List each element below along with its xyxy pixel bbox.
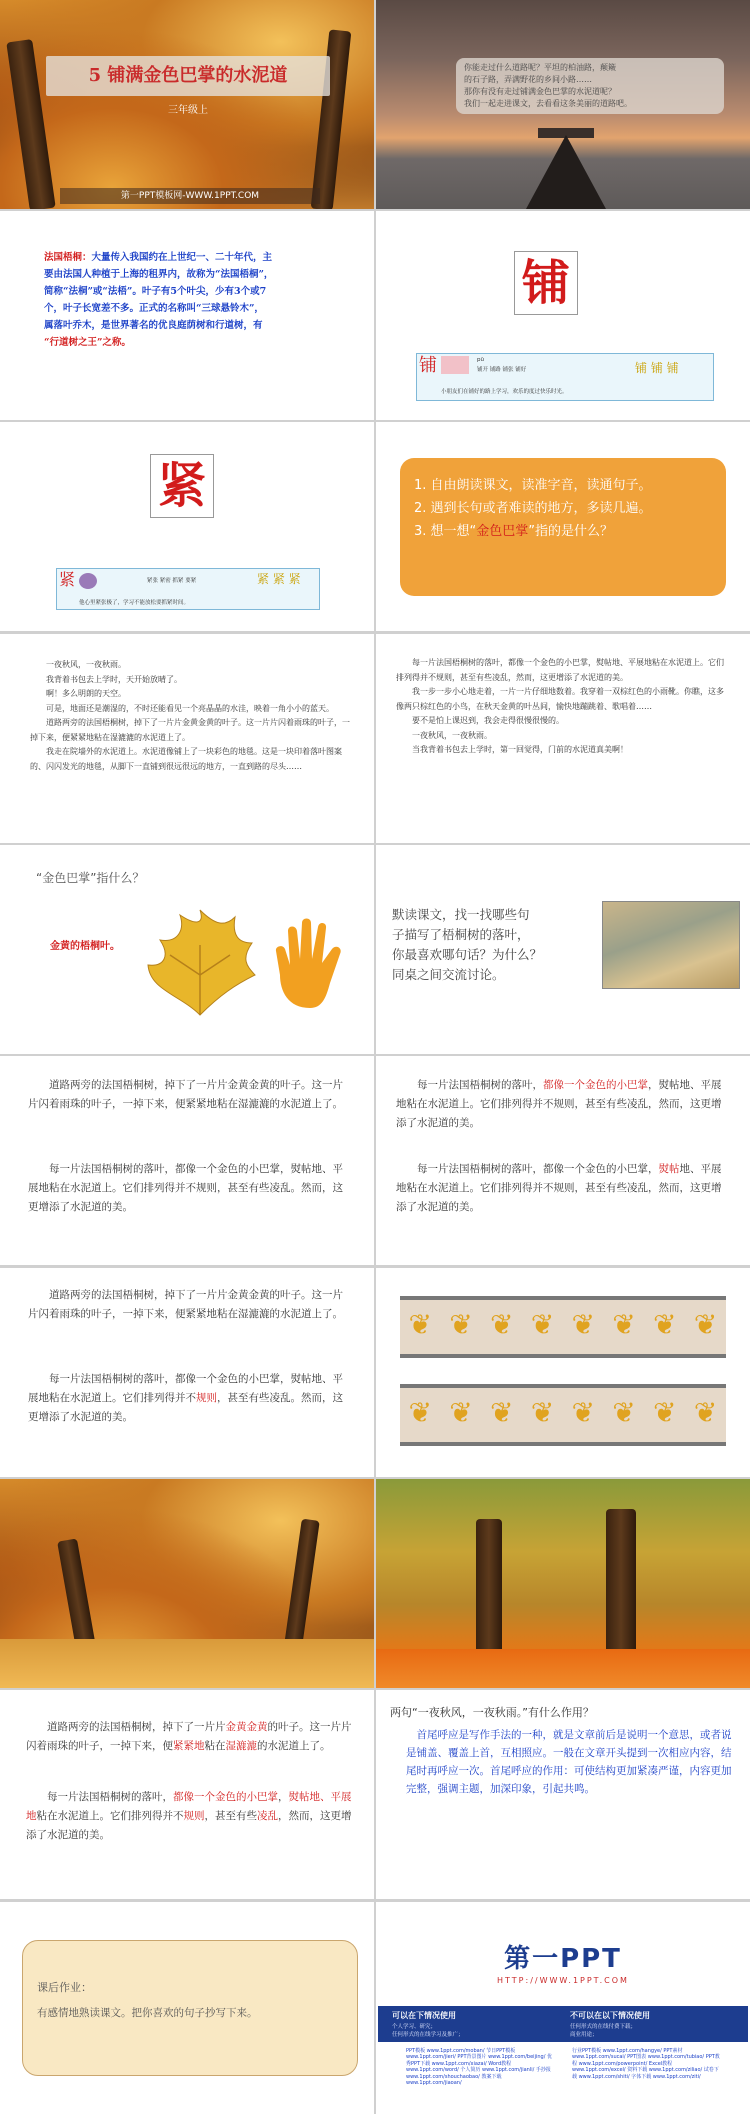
example-sentence: 他心里紧张极了，学习不能放松要抓紧时间。 — [79, 600, 190, 606]
slide-char-pu[interactable] — [376, 211, 750, 420]
word-row: 铺开 铺路 铺张 铺好 — [477, 367, 527, 373]
text-line: 要由法国人种植于上海的租界内，故称为“法国梧桐”， — [44, 269, 274, 280]
slide-sentences-a[interactable] — [0, 1056, 374, 1265]
leaf-icon: ❦ — [612, 1396, 636, 1429]
char-pu: 铺 — [521, 255, 570, 311]
text-span: 粘在水泥道上。它们排列得并不 — [36, 1810, 184, 1822]
leaf-icon: ❦ — [653, 1308, 677, 1341]
text-span: 的水泥道上了。 — [257, 1740, 331, 1752]
leaf-row — [400, 1386, 726, 1440]
can-use-item: 任何形式的在线学习及推广； — [392, 2032, 464, 2038]
links-box — [406, 2048, 722, 2112]
text-span: 粘在 — [204, 1740, 226, 1752]
task-highlight: 金色巴掌 — [476, 524, 529, 539]
lesson-title: 5 铺满金色巴掌的水泥道 — [88, 65, 288, 86]
slide-echo-question[interactable] — [376, 1690, 750, 1899]
annotated-paragraph — [26, 1718, 352, 1756]
leaf-icon — [140, 905, 260, 1025]
prompt-line: 子描写了梧桐树的落叶， — [392, 927, 530, 942]
text-span: ，甚至有些凌乱。然而，这更增添了水泥道的美。 — [28, 1392, 343, 1423]
word-row: 紧张 紧密 抓紧 要紧 — [147, 578, 197, 584]
text-line: 我一步一步小心地走着，一片一片仔细地数着。我穿着一双棕红色的小雨靴。你瞧，这多像两只棕红色的小鸟，在秋天金黄的叶丛间，愉快地蹦跳着、歌唱着…… — [396, 687, 724, 711]
text-span: 每一片法国梧桐树的落叶， — [47, 1791, 173, 1803]
slide-homework[interactable] — [0, 1902, 374, 2114]
leaf-row — [400, 1298, 726, 1352]
sentence-paragraph: 道路两旁的法国梧桐树，掉下了一片片金黄金黄的叶子。这一片片闪着雨珠的叶子，一掉下来，便紧紧地粘在湿漉漉的水泥道上了。 — [28, 1289, 343, 1320]
text-span: 每一片法国梧桐树的落叶， — [417, 1079, 543, 1091]
hand-print-icon — [270, 913, 350, 1013]
leaf-icon: ❦ — [571, 1396, 596, 1429]
text-line: 每一片法国梧桐树的落叶，都像一个金色的小巴掌，熨帖地、平展地粘在水泥道上。它们排列得并不规则，甚至有些凌乱，然而，这更增添了水泥道的美。 — [396, 658, 724, 682]
slide-title[interactable] — [0, 0, 374, 209]
slide-text-part2[interactable] — [376, 634, 750, 843]
task-text: ”指的是什么？ — [528, 524, 614, 539]
picture-icon — [79, 573, 97, 589]
usage-band — [378, 2006, 748, 2042]
can-use-item: 个人学习、研究； — [392, 2024, 437, 2030]
annotated-paragraph — [26, 1788, 352, 1845]
slide-golden-palm[interactable] — [0, 845, 374, 1054]
homework-title: 课后作业： — [37, 1981, 92, 1994]
leaf-ground — [376, 1649, 750, 1688]
highlight-span: 规则 — [196, 1392, 217, 1404]
prompt-line: 同桌之间交流讨论。 — [392, 967, 505, 982]
task-text: 3. 想一想“ — [414, 524, 477, 539]
reading-prompt — [392, 905, 592, 985]
text-line: 大量传入我国约在上世纪一、二十年代，主 — [91, 252, 273, 263]
task-item: 1. 自由朗读课文，读准字音，读通句子。 — [414, 478, 652, 493]
char-small: 铺 — [419, 355, 437, 376]
leaf-icon: ❦ — [490, 1308, 514, 1341]
cannot-use-item: 商业用途； — [570, 2032, 598, 2038]
text-line: 一夜秋风，一夜秋雨。 — [412, 730, 492, 740]
slide-sentences-c[interactable] — [0, 1268, 374, 1477]
sentence-paragraph: 道路两旁的法国梧桐树，掉下了一片片金黄金黄的叶子。这一片片闪着雨珠的叶子，一掉下来，便紧紧地粘在湿漉漉的水泥道上了。 — [28, 1079, 343, 1110]
grade-label: 三年级上 — [168, 105, 208, 116]
text-line: 我背着书包去上学时，天开始放晴了。 — [46, 674, 182, 684]
picture-icon — [441, 356, 469, 374]
text-span: 道路两旁的法国梧桐树，掉下了一片片 — [47, 1721, 226, 1733]
intro-line: 的石子路，弄满野花的乡间小路…… — [464, 75, 592, 84]
intro-line: 那你有没有走过铺满金色巴掌的水泥道呢？ — [464, 87, 616, 96]
slide-forest-photo-2[interactable] — [376, 1479, 750, 1688]
term-label: 法国梧桐： — [44, 252, 92, 263]
brand-url[interactable]: HTTP://WWW.1PPT.COM — [497, 1976, 629, 1985]
leaf-icon: ❦ — [449, 1308, 473, 1341]
practice-row: 紧 紧 紧 — [257, 572, 301, 586]
autumn-path-photo — [602, 901, 740, 989]
intro-line: 我们一起走进课文，去看看这条美丽的道路吧。 — [464, 99, 632, 108]
slide-sentences-b[interactable] — [376, 1056, 750, 1265]
text-line: 要不是怕上课迟到，我会走得很慢很慢的。 — [412, 716, 564, 725]
tree-trunk — [476, 1519, 502, 1659]
leaf-icon: ❦ — [408, 1396, 433, 1429]
brand-watermark: 第一PPT模板网-WWW.1PPT.COM — [60, 188, 320, 204]
can-use-title: 可以在下情况使用 — [392, 2011, 456, 2020]
highlight-span: 金黄金黄 — [225, 1721, 268, 1733]
intro-box — [456, 58, 724, 114]
slide-annotated-sentences[interactable] — [0, 1690, 374, 1899]
text-span: ，甚至有些 — [204, 1810, 257, 1822]
prompt-line: 默读课文，找一找哪些句 — [392, 907, 530, 922]
links-left[interactable]: PPT模板 www.1ppt.com/moban/ 节日PPT模板 www.1ppt.com/jieri/ PPT背景图片 www.1ppt.com/beijing/ 优秀PPT下载 www.1ppt.com/xiazai/ Word教程 www.1ppt.com/word/ 个人简历 www.1ppt.com/jianli/ 手抄报 www.1ppt.com/shouchaobao/ 教案下载 www.1ppt.com/jiaoan/ — [406, 2048, 552, 2087]
highlight-span: 熨帖 — [658, 1163, 680, 1175]
highlight-span: 湿漉漉 — [225, 1740, 257, 1752]
leaf-ground — [0, 1639, 374, 1688]
char-info-grid — [56, 568, 320, 610]
char-jin: 紧 — [157, 458, 206, 514]
char-small: 紧 — [59, 570, 76, 589]
text-span: 的叶子。这一片片闪着雨珠的叶子，一掉下来，便 — [26, 1721, 352, 1752]
leaf-icon: ❦ — [530, 1396, 555, 1429]
links-right[interactable]: 行业PPT模板 www.1ppt.com/hangye/ PPT素材 www.1ppt.com/sucai/ PPT图表 www.1ppt.com/tubiao/ PPT教程 www.1ppt.com/powerpoint/ Excel教程 www.1ppt.com/excel/ 资料下载 www.1ppt.com/ziliao/ 试卷下载 www.1ppt.com/shiti/ 字体下载 www.1ppt.com/ziti/ — [572, 2048, 720, 2080]
text-block — [30, 658, 352, 774]
echo-answer: 首尾呼应是写作手法的一种，就是文章前后是说明一个意思，或者说是铺盖、覆盖上首，互相照应。一般在文章开头提到一次相应内容，结尾时再呼应一次。首尾呼应的作用：可使结构更加紧凑严谨，内容更加完整，强调主题，加深印象，引起共鸣。 — [406, 1729, 732, 1795]
text-span: 每一片法国梧桐树的落叶，都像一个金色的小巴掌，熨帖地、平展地粘在水泥道上。它们排列得并不 — [28, 1373, 343, 1404]
leaf-icon: ❦ — [612, 1308, 636, 1341]
sentence-paragraph — [396, 1076, 730, 1133]
text-block — [396, 656, 730, 758]
example-sentence: 小朋友们在铺好的路上学习，欢乐的度过快乐时光。 — [441, 389, 568, 395]
leaf-icon: ❦ — [693, 1396, 718, 1429]
plane-tree-paragraph — [44, 249, 344, 351]
slide-reading-tasks[interactable] — [376, 422, 750, 631]
text-line: 我走在院墙外的水泥道上。水泥道像铺上了一块彩色的地毯。这是一块印着落叶图案的、闪闪发光的地毯，从脚下一直铺到很远很远的地方，一直到路的尽头…… — [30, 747, 342, 771]
leaf-icon: ❦ — [449, 1396, 473, 1429]
practice-row: 铺 铺 铺 — [635, 361, 679, 375]
char-card — [514, 251, 578, 315]
tasks-box — [400, 458, 726, 596]
char-card — [150, 454, 214, 518]
slide-credits[interactable] — [376, 1902, 750, 2114]
answer: 金黄的梧桐叶。 — [50, 941, 120, 952]
slide-silent-reading[interactable] — [376, 845, 750, 1054]
text-line: 属落叶乔木，是世界著名的优良庭荫树和行道树，有 — [44, 320, 263, 331]
slide-text-part1[interactable] — [0, 634, 374, 843]
text-line: 当我背着书包去上学时，第一回觉得，门前的水泥道真美啊！ — [412, 745, 628, 754]
task-item: 2. 遇到长句或者难读的地方，多读几遍。 — [414, 501, 652, 516]
cannot-use-title: 不可以在以下情况使用 — [570, 2011, 650, 2020]
text-span: 地、平展地粘在水泥道上。它们排列得并不规则，甚至有些凌乱，然而，这更增添了水泥道的美。 — [396, 1163, 722, 1213]
slide-char-jin[interactable] — [0, 422, 374, 631]
leaf-icon: ❦ — [490, 1396, 514, 1429]
text-line: 可是，地面还是潮湿的，不时还能看见一个亮晶晶的水洼，映着一角小小的蓝天。 — [46, 703, 334, 713]
leaf-icon: ❦ — [653, 1396, 677, 1429]
text-line: 啊！多么明朗的天空。 — [46, 689, 126, 698]
homework-box — [22, 1940, 358, 2076]
highlight-span: 紧紧地 — [173, 1740, 205, 1752]
highlight-span: 都像一个金色的小巴掌 — [173, 1791, 278, 1803]
question: “金色巴掌”指什么？ — [36, 871, 145, 885]
leaf-icon: ❦ — [693, 1308, 718, 1341]
text-line: 一夜秋风，一夜秋雨。 — [46, 660, 126, 669]
pinyin: pū — [477, 357, 484, 363]
leaf-icon: ❦ — [408, 1308, 433, 1341]
slide-forest-photo-1[interactable] — [0, 1479, 374, 1688]
sentence-paragraph — [28, 1370, 350, 1427]
text-line: “行道树之王”之称。 — [44, 337, 131, 348]
text-span: ，熨帖地、平展地粘在水泥道上。它们排列得并不规则，甚至有些凌乱，然而，这更增添了水泥道的美。 — [396, 1079, 722, 1129]
leaf-icon: ❦ — [571, 1308, 596, 1341]
sentence-paragraph: 每一片法国梧桐树的落叶，都像一个金色的小巴掌，熨帖地、平展地粘在水泥道上。它们排列得并不规则，甚至有些凌乱。然而，这更增添了水泥道的美。 — [28, 1163, 343, 1213]
highlight-span: 凌乱 — [257, 1810, 278, 1822]
prompt-line: 你最喜欢哪句话？为什么？ — [392, 947, 543, 962]
pier — [526, 135, 606, 209]
intro-line: 你能走过什么道路呢？平坦的柏油路，颠簸 — [464, 63, 616, 72]
slide-plane-tree-note[interactable] — [0, 211, 374, 420]
slide-leaf-strips[interactable] — [376, 1268, 750, 1477]
homework-task: 有感情地熟读课文。把你喜欢的句子抄写下来。 — [37, 2007, 258, 2019]
text-line: 简称“法桐”或“法梧”。叶子有5个叶尖，少有3个或7 — [44, 286, 267, 297]
text-span: 每一片法国梧桐树的落叶，都像一个金色的小巴掌， — [417, 1163, 659, 1175]
text-span: ， — [278, 1791, 289, 1803]
task-item — [400, 520, 726, 543]
char-info-grid — [416, 353, 714, 401]
text-line: 个，叶子长宽差不多。正式的名称叫“三球悬铃木”， — [44, 303, 264, 314]
leaf-icon: ❦ — [530, 1308, 555, 1341]
highlight-span: 规则 — [183, 1810, 205, 1822]
tree-trunk — [606, 1509, 636, 1659]
cannot-use-item: 任何形式的在线付费下载； — [570, 2024, 637, 2030]
echo-question: 两句“一夜秋风，一夜秋雨。”有什么作用？ — [390, 1706, 594, 1719]
text-line: 道路两旁的法国梧桐树，掉下了一片片金黄金黄的叶子。这一片片闪着雨珠的叶子，一掉下来，便紧紧地粘在湿漉漉的水泥道上了。 — [30, 718, 350, 742]
slide-intro[interactable] — [376, 0, 750, 209]
text-span: ，然而，这更增添了水泥道的美。 — [26, 1810, 352, 1841]
highlight-span: 都像一个金色的小巴掌 — [543, 1079, 648, 1091]
highlight-span: 熨帖地、平展地 — [26, 1791, 352, 1822]
brand-logo: 第一PPT — [504, 1944, 622, 1974]
title-banner — [46, 56, 330, 96]
sentence-paragraph — [396, 1160, 730, 1217]
